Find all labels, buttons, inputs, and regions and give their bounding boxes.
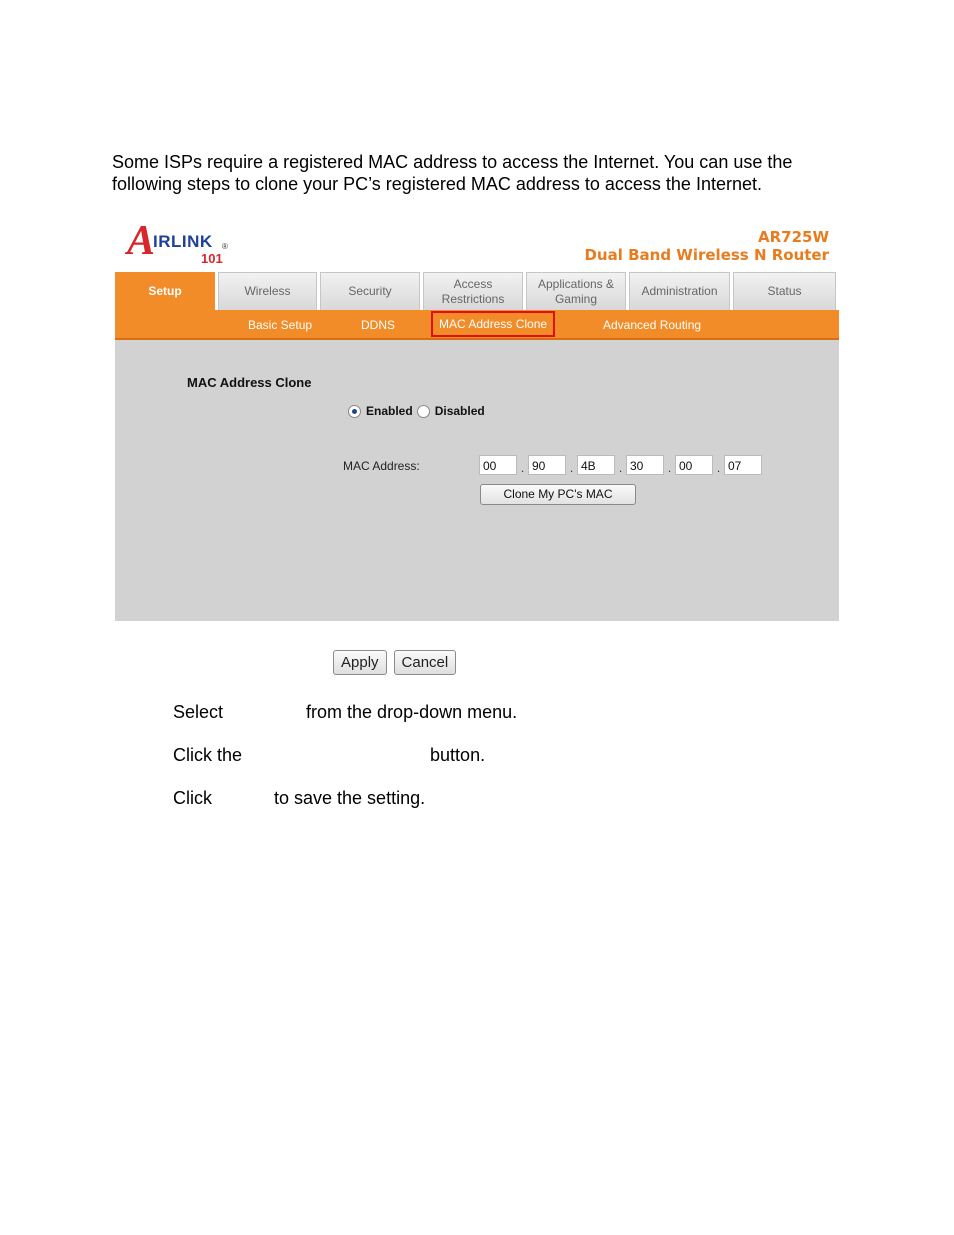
sub-navigation <box>115 310 839 340</box>
airlink-logo <box>127 218 237 270</box>
tab-wireless[interactable]: Wireless <box>218 272 317 310</box>
step-1-after: from the drop-down menu. <box>306 702 518 722</box>
mac-separator: . <box>667 461 672 475</box>
mac-separator: . <box>716 461 721 475</box>
mac-separator: . <box>618 461 623 475</box>
mac-octet-2[interactable]: 90 <box>528 455 566 475</box>
clone-mac-button[interactable]: Clone My PC's MAC <box>480 484 636 505</box>
disabled-label: Disabled <box>434 404 485 418</box>
step-2 <box>173 745 485 766</box>
disabled-radio[interactable] <box>417 405 430 418</box>
mac-separator: . <box>569 461 574 475</box>
mac-octet-4[interactable]: 30 <box>626 455 664 475</box>
tab-security[interactable]: Security <box>320 272 420 310</box>
subnav-basic-setup[interactable]: Basic Setup <box>248 318 313 332</box>
enabled-radio[interactable] <box>348 405 361 418</box>
form-buttons <box>333 650 463 675</box>
product-name: Dual Band Wireless N Router <box>584 246 829 264</box>
subnav-ddns[interactable]: DDNS <box>361 318 396 332</box>
subnav-mac-address-clone[interactable]: MAC Address Clone <box>431 311 555 337</box>
section-title: MAC Address Clone <box>187 375 312 390</box>
step-3-after: to save the setting. <box>274 788 426 808</box>
intro-line-2: following steps to clone your PC’s registered MAC address to access the Internet. <box>112 174 762 194</box>
enabled-label: Enabled <box>366 404 413 418</box>
step-3 <box>173 788 425 809</box>
mac-address-fields <box>479 455 762 475</box>
apply-button[interactable]: Apply <box>333 650 387 675</box>
step-2-before: Click the <box>173 745 243 765</box>
model-header <box>584 228 829 264</box>
tab-administration[interactable]: Administration <box>629 272 730 310</box>
model-number: AR725W <box>757 228 829 246</box>
logo-word: IRLINK <box>153 232 213 251</box>
settings-panel <box>115 340 839 621</box>
clone-toggle <box>348 404 489 418</box>
subnav-advanced-routing[interactable]: Advanced Routing <box>603 318 702 332</box>
mac-octet-3[interactable]: 4B <box>577 455 615 475</box>
tab-status[interactable]: Status <box>733 272 836 310</box>
logo-letter: A <box>127 218 156 264</box>
logo-number: 101 <box>201 251 223 266</box>
step-1 <box>173 702 517 723</box>
step-3-before: Click <box>173 788 212 808</box>
step-2-after: button. <box>430 745 486 765</box>
mac-octet-6[interactable]: 07 <box>724 455 762 475</box>
router-screenshot <box>115 216 839 621</box>
intro-text <box>112 151 852 195</box>
mac-address-label: MAC Address: <box>343 459 420 473</box>
mac-octet-1[interactable]: 00 <box>479 455 517 475</box>
tab-access-restrictions[interactable]: Access Restrictions <box>423 272 523 310</box>
mac-separator: . <box>520 461 525 475</box>
mac-octet-5[interactable]: 00 <box>675 455 713 475</box>
logo-registered-mark: ® <box>222 242 228 251</box>
tab-setup[interactable]: Setup <box>115 272 215 310</box>
cancel-button[interactable]: Cancel <box>394 650 457 675</box>
step-1-before: Select <box>173 702 224 722</box>
main-tabs <box>115 272 839 311</box>
tab-applications-gaming[interactable]: Applications & Gaming <box>526 272 626 310</box>
intro-line-1: Some ISPs require a registered MAC address to access the Internet. You can use the <box>112 152 793 172</box>
